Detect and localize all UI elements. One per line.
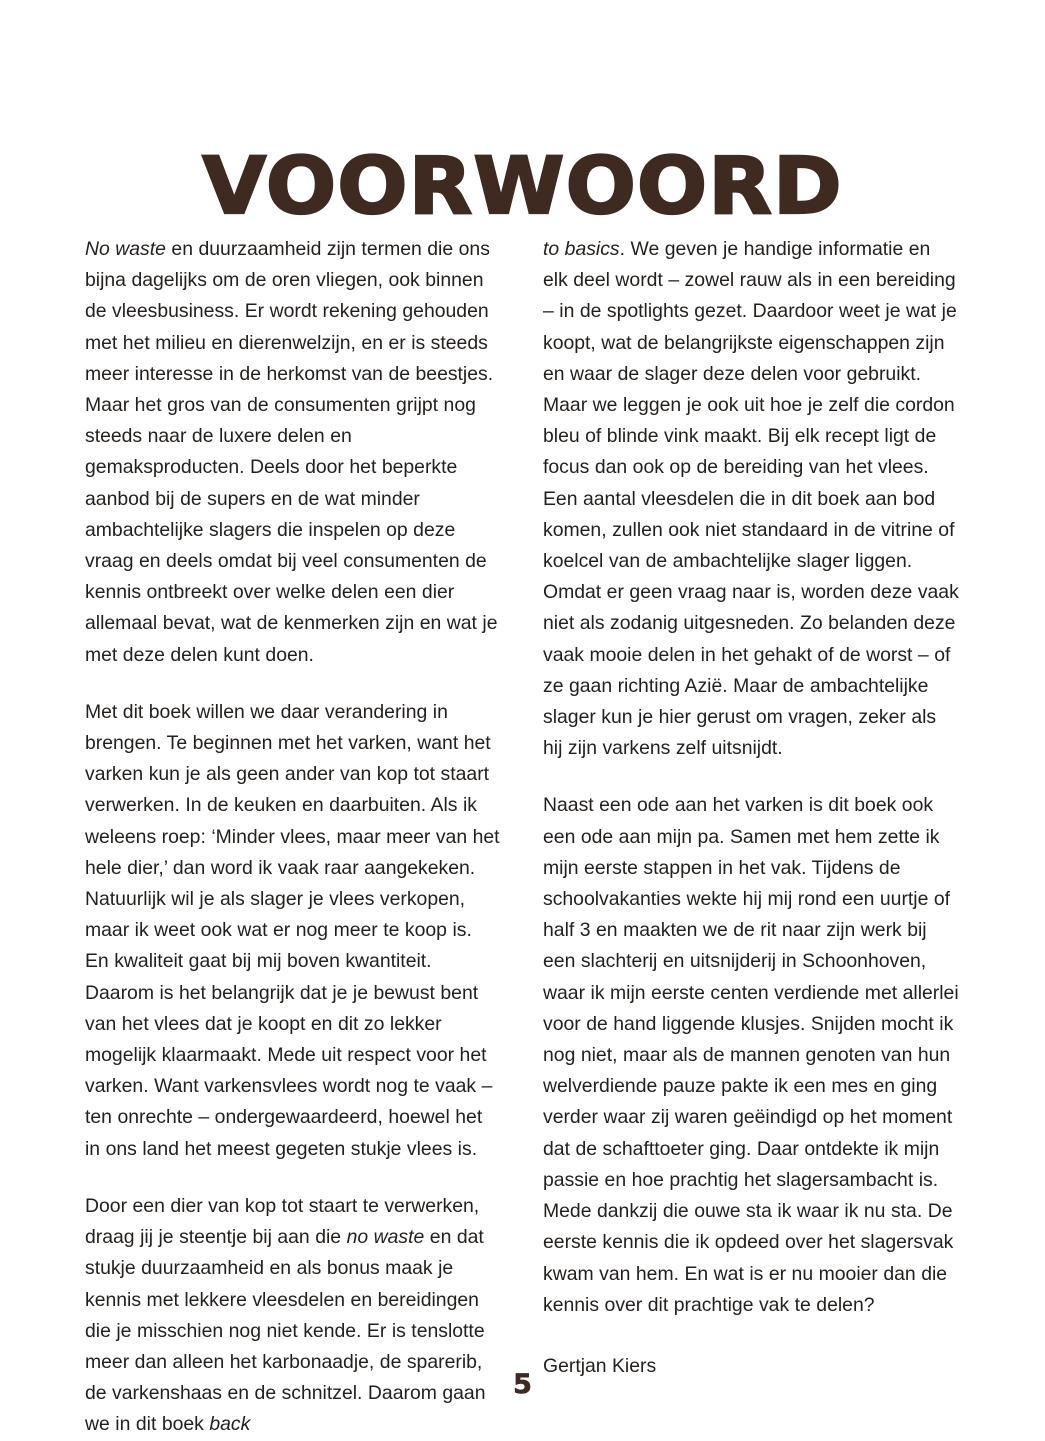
paragraph [85, 697, 501, 1165]
paragraph [85, 1191, 501, 1441]
body-columns [85, 234, 960, 1441]
paragraph [543, 790, 959, 1320]
page-number: 5 [513, 1369, 532, 1400]
italic-run: no waste [346, 1226, 425, 1249]
paragraph [543, 234, 959, 764]
text-run: . We geven je handige informatie en elk deel wordt – zowel rauw als in een bereiding – in de spotlights gezet. Daardoor weet je wat je koopt, wat de belangrijkste eigenschappen zijn en waar de slager deze delen voor gebruikt. Maar we leggen je ook uit hoe je zelf die cordon bleu of blinde vink maakt. Bij elk recept ligt de focus dan ook op de bereiding van het vlees. Een aantal vleesdelen die in dit boek aan bod komen, zullen ook niet standaard in de vitrine of koelcel van de ambachtelijke slager liggen. Omdat er geen vraag naar is, worden deze vaak niet als zodanig uitgesneden. Zo belanden deze vaak mooie delen in het gehakt of de worst – of ze gaan richting Azië. Maar de ambachtelijke slager kun je hier gerust om vragen, zeker als hij zijn varkens zelf uitsnijdt. [543, 238, 959, 760]
paragraph [85, 234, 501, 671]
page-title: VOORWOORD [202, 142, 843, 233]
italic-run: to basics [543, 238, 620, 260]
text-run: Door een dier van kop tot staart te verwerken, draag jij je steentje bij aan die [85, 1194, 480, 1249]
text-run: Met dit boek willen we daar verandering in brengen. Te beginnen met het varken, want het varken kun je als geen ander van kop tot staart verwerken. In de keuken en daarbuiten. Als ik weleens roep: ‘Minder vlees, maar meer van het hele dier,’ dan word ik vaak raar aangekeken. Natuurlijk wil je als slager je vlees verkopen, maar ik weet ook wat er nog meer te koop is. En kwaliteit gaat bij mij boven kwantiteit. Daarom is het belangrijk dat je je bewust bent van het vlees dat je koopt en dit zo lekker mogelijk klaarmaakt. Mede uit respect voor het varken. Want varkensvlees wordt nog te vaak – ten onrechte – ondergewaardeerd, hoewel het in ons land het meest gegeten stukje vlees is. [85, 700, 500, 1160]
author-signature: Gertjan Kiers [543, 1354, 657, 1377]
left-column [85, 234, 501, 1441]
right-column [543, 234, 959, 1382]
italic-run: No waste [85, 238, 166, 260]
text-run: en duurzaamheid zijn termen die ons bijna dagelijks om de oren vliegen, ook binnen de vleesbusiness. Er wordt rekening gehouden met het milieu en dierenwelzijn, en er is steeds meer interesse in de herkomst van de beestjes. Maar het gros van de consumenten grijpt nog steeds naar de luxere delen en gemaksproducten. Deels door het beperkte aanbod bij de supers en de wat minder ambachtelijke slagers die inspelen op deze vraag en deels omdat bij veel consumenten de kennis ontbreekt over welke delen een dier allemaal bevat, wat de kenmerken zijn en wat je met deze delen kunt doen. [85, 238, 498, 666]
text-run: en dat stukje duurzaamheid en als bonus maak je kennis met lekkere vleesdelen en bereidingen die je misschien nog niet kende. Er is tenslotte meer dan alleen het karbonaadje, de sparerib, de varkenshaas en de schnitzel. Daarom gaan we in dit boek [85, 1226, 486, 1436]
italic-run: back [209, 1413, 251, 1436]
text-run: Naast een ode aan het varken is dit boek ook een ode aan mijn pa. Samen met hem zette ik mijn eerste stappen in het vak. Tijdens de schoolvakanties wekte hij mij rond een uurtje of half 3 en maakten we de rit naar zijn werk bij een slachterij en uitsnijderij in Schoonhoven, waar ik mijn eerste centen verdiende met allerlei voor de hand liggende klusjes. Snijden mocht ik nog niet, maar als de mannen genoten van hun welverdiende pauze pakte ik een mes en ging verder waar zij waren geëindigd op het moment dat de schafttoeter ging. Daar ontdekte ik mijn passie en hoe prachtig het slagersambacht is. Mede dankzij die ouwe sta ik waar ik nu sta. De eerste kennis die ik opdeed over het slagersvak kwam van hem. En wat is er nu mooier dan die kennis over dit prachtige vak te delen? [543, 794, 959, 1316]
